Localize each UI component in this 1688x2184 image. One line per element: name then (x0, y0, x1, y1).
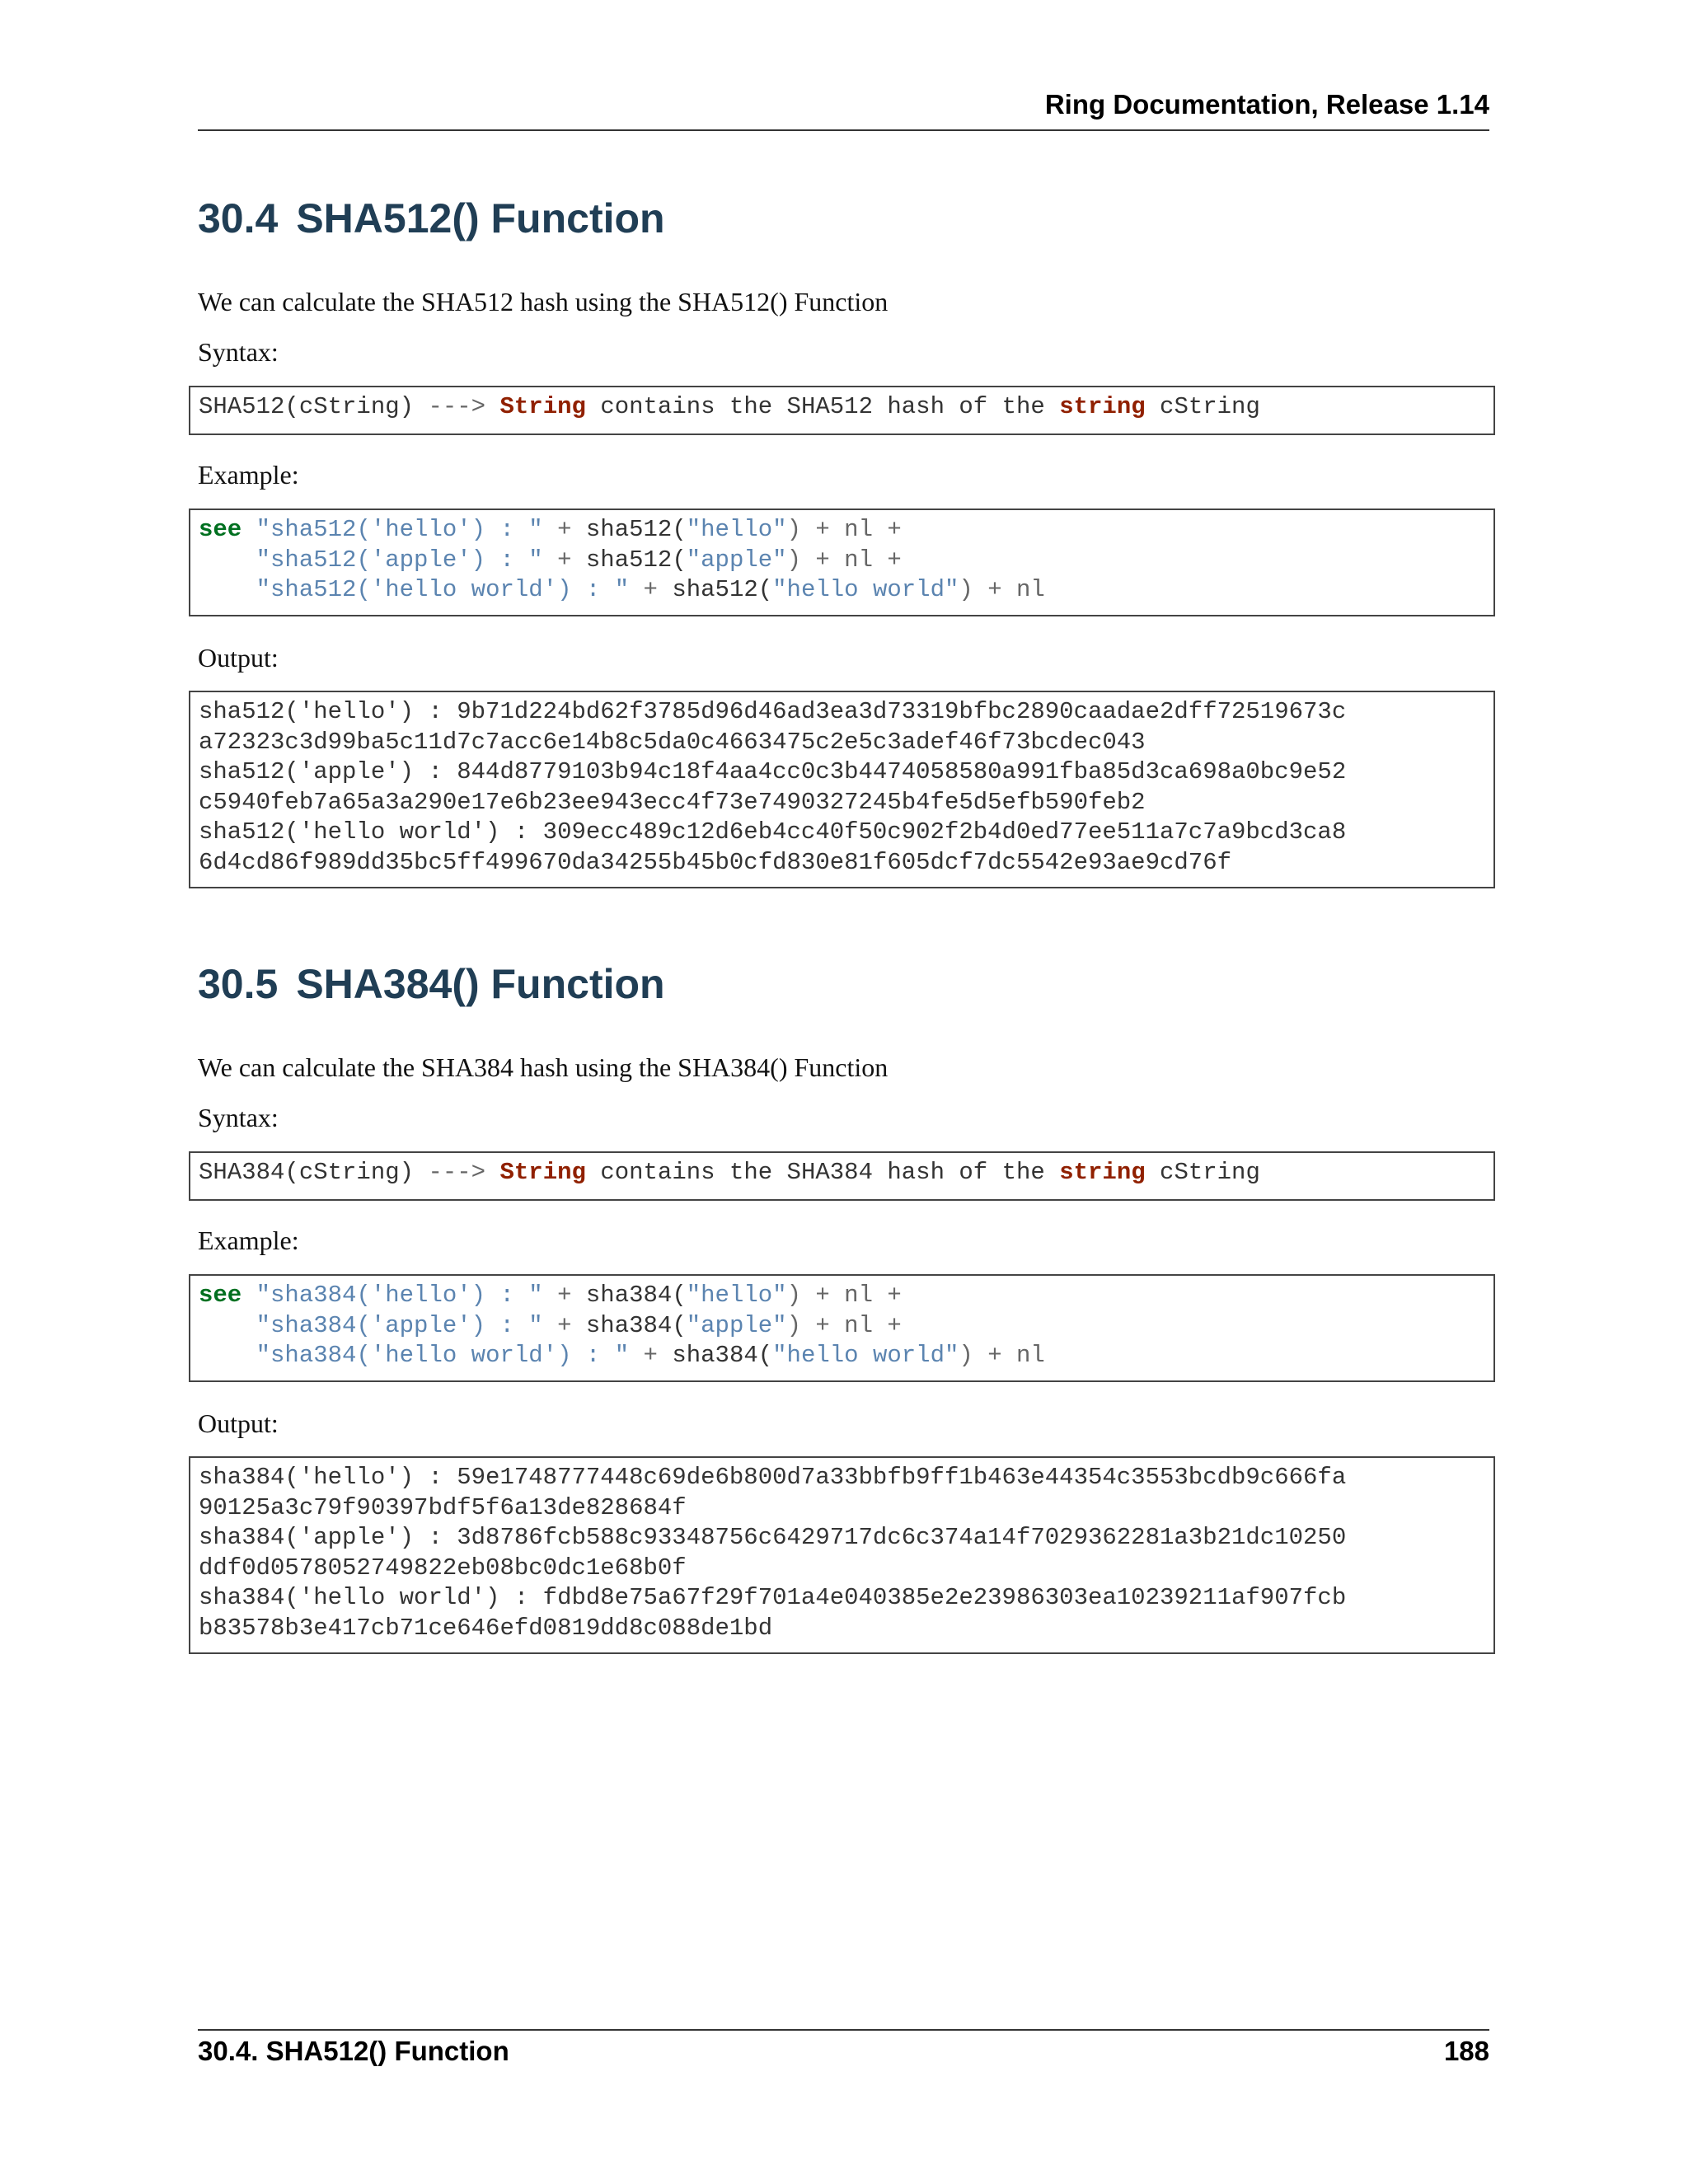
syntax-code-block (189, 386, 1495, 435)
code-string: "hello" (686, 1282, 787, 1309)
code-tail: ) + nl (959, 576, 1045, 603)
output-code-block (189, 691, 1495, 888)
code-string: "apple" (686, 546, 787, 574)
code-string: "sha384('hello world') : " (256, 1342, 630, 1369)
syntax-param-type: string (1059, 393, 1146, 420)
code-string: "hello world" (772, 576, 959, 603)
code-tail: ) + nl + (786, 546, 902, 574)
section-number: 30.4 (198, 195, 279, 241)
output-line: a72323c3d99ba5c11d7c7acc6e14b8c5da0c4663475c2e5c3adef46f73bcdec043 (199, 728, 1146, 756)
syntax-param: cString (1160, 393, 1260, 420)
syntax-label: Syntax: (198, 1103, 279, 1132)
section-intro: We can calculate the SHA512 hash using the SHA512() Function (198, 287, 889, 316)
output-line: ddf0d0578052749822eb08bc0dc1e68b0f (199, 1554, 687, 1582)
code-string: "hello world" (772, 1342, 959, 1369)
code-keyword: see (199, 516, 242, 543)
output-line: sha512('apple') : 844d8779103b94c18f4aa4cc0c3b4474058580a991fba85d3ca698a0bc9e52 (199, 758, 1347, 785)
output-label: Output: (198, 1408, 279, 1438)
syntax-description: contains the SHA512 hash of the (600, 393, 1045, 420)
output-label: Output: (198, 643, 279, 673)
section-number: 30.5 (198, 961, 279, 1007)
code-string: "sha512('hello') : " (256, 516, 543, 543)
output-line: c5940feb7a65a3a290e17e6b23ee943ecc4f73e7490327245b4fe5d5efb590feb2 (199, 788, 1146, 816)
code-string: "hello" (686, 516, 787, 543)
section-heading (198, 963, 665, 1005)
footer-section-title: 30.4. SHA512() Function (198, 2036, 509, 2066)
code-function: sha512( (585, 546, 687, 574)
code-function: sha384( (672, 1342, 773, 1369)
syntax-call: SHA512(cString) (199, 393, 415, 420)
code-tail: ) + nl (959, 1342, 1045, 1369)
code-function: sha384( (585, 1311, 687, 1339)
example-label: Example: (198, 1226, 299, 1255)
code-function: sha512( (672, 576, 773, 603)
example-code-block: see "sha512('hello') : " + sha512("hello") + nl + "sha512('apple') : " + sha512("apple") + nl + "sha512('hello world') : " + sha512("hello world") + nl (189, 509, 1495, 616)
section-heading (198, 195, 665, 241)
code-tail: ) + nl + (786, 516, 902, 543)
code-tail: ) + nl + (786, 1311, 902, 1339)
syntax-param: cString (1160, 1159, 1260, 1186)
syntax-call: SHA384(cString) (199, 1159, 415, 1186)
syntax-description: contains the SHA384 hash of the (600, 1159, 1045, 1186)
output-line: b83578b3e417cb71ce646efd0819dd8c088de1bd (199, 1614, 773, 1642)
code-function: sha512( (585, 516, 687, 543)
syntax-arrow: ---> (428, 1159, 486, 1186)
footer-page-number: 188 (1443, 2036, 1489, 2066)
code-keyword: see (199, 1282, 242, 1309)
header-divider (198, 129, 1489, 131)
code-string: "sha512('apple') : " (256, 546, 543, 574)
output-line: sha384('apple') : 3d8786fcb588c93348756c6429717dc6c374a14f7029362281a3b21dc10250 (199, 1524, 1347, 1551)
syntax-label: Syntax: (198, 337, 279, 367)
output-line: sha512('hello') : 9b71d224bd62f3785d96d46ad3ea3d73319bfbc2890caadae2dff72519673c (199, 698, 1347, 725)
example-code-block: see "sha384('hello') : " + sha384("hello") + nl + "sha384('apple') : " + sha384("apple") + nl + "sha384('hello world') : " + sha384("hello world") + nl (189, 1274, 1495, 1382)
code-string: "sha384('hello') : " (256, 1282, 543, 1309)
footer-divider (198, 2029, 1489, 2031)
code-tail: ) + nl + (786, 1282, 902, 1309)
section-intro: We can calculate the SHA384 hash using the SHA384() Function (198, 1052, 889, 1082)
code-string: "apple" (686, 1311, 787, 1339)
syntax-return-type: String (499, 393, 586, 420)
syntax-return-type: String (499, 1159, 586, 1186)
code-function: sha384( (585, 1282, 687, 1309)
syntax-code-block (189, 1151, 1495, 1201)
output-line: sha384('hello world') : fdbd8e75a67f29f701a4e040385e2e23986303ea10239211af907fcb (199, 1584, 1347, 1611)
section-title: SHA384() Function (296, 961, 665, 1007)
code-string: "sha384('apple') : " (256, 1311, 543, 1339)
syntax-param-type: string (1059, 1159, 1146, 1186)
output-line: sha512('hello world') : 309ecc489c12d6eb4cc40f50c902f2b4d0ed77ee511a7c7a9bcd3ca8 (199, 818, 1347, 846)
syntax-arrow: ---> (428, 393, 486, 420)
running-header: Ring Documentation, Release 1.14 (1044, 89, 1489, 120)
code-string: "sha512('hello world') : " (256, 576, 630, 603)
output-line: 6d4cd86f989dd35bc5ff499670da34255b45b0cfd830e81f605dcf7dc5542e93ae9cd76f (199, 848, 1232, 876)
output-line: sha384('hello') : 59e1748777448c69de6b800d7a33bbfb9ff1b463e44354c3553bcdb9c666fa (199, 1464, 1347, 1491)
output-line: 90125a3c79f90397bdf5f6a13de828684f (199, 1493, 687, 1521)
example-label: Example: (198, 460, 299, 490)
output-code-block (189, 1456, 1495, 1654)
section-title: SHA512() Function (296, 195, 665, 241)
